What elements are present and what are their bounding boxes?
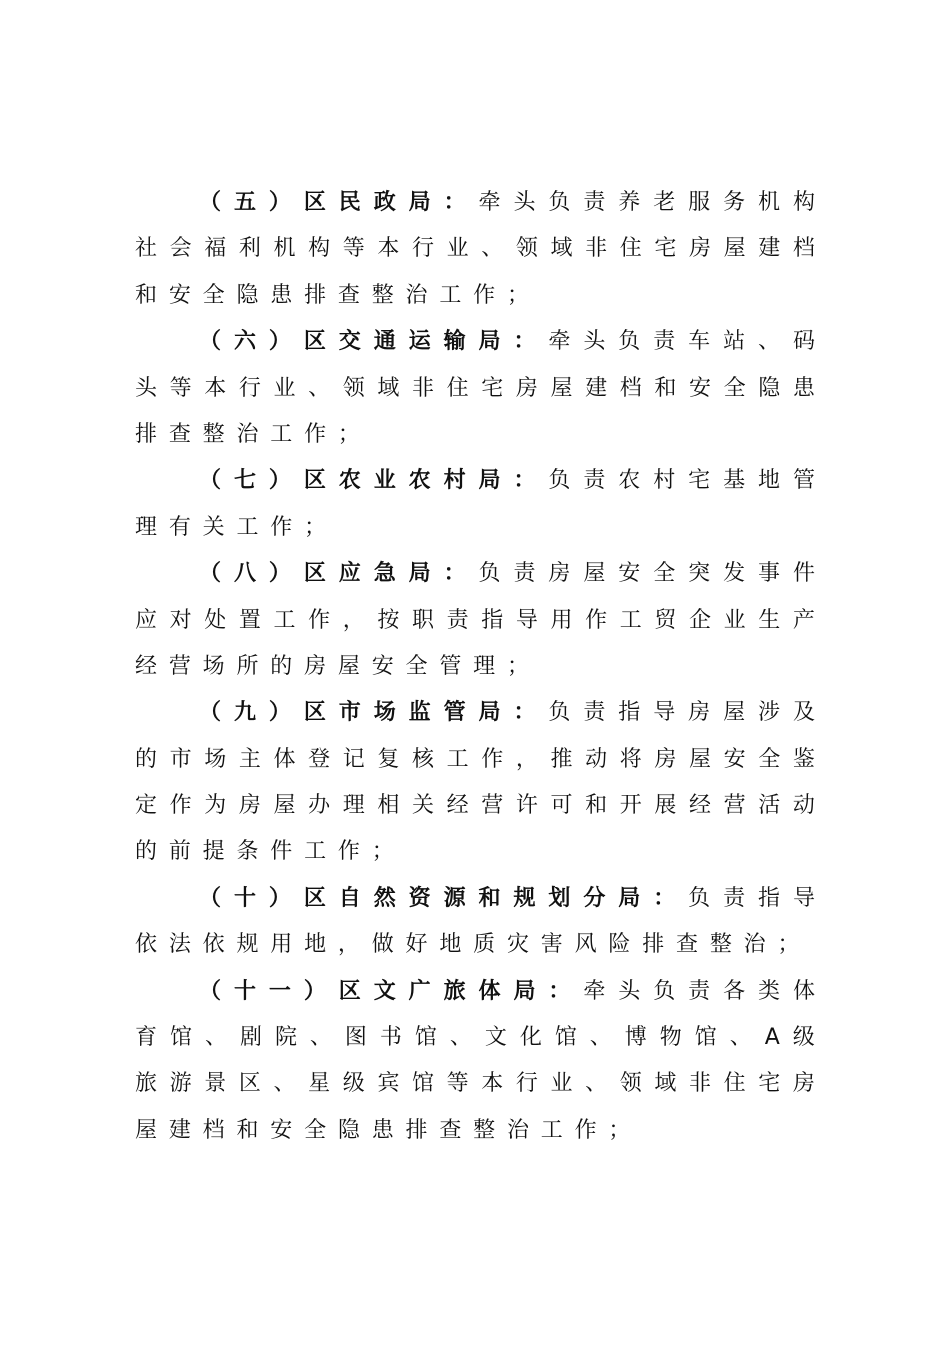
paragraph-line: 社 会 福 利 机 构 等 本 行 业 、 领 域 非 住 宅 房 屋 建 档 — [135, 236, 815, 262]
paragraph-liu — [135, 319, 815, 458]
paragraph-shiyi — [135, 969, 815, 1155]
paragraph-line: 理 有 关 工 作 ； — [135, 514, 338, 540]
paragraph-line: （ 十 一 ） 区 文 广 旅 体 局 ： 牵 头 负 责 各 类 体 — [199, 978, 815, 1004]
paragraph-line: （ 五 ） 区 民 政 局 ： 牵 头 负 责 养 老 服 务 机 构 — [199, 190, 815, 215]
paragraph-line: （ 九 ） 区 市 场 监 管 局 ： 负 责 指 导 房 屋 涉 及 — [199, 700, 815, 726]
paragraph-jiu — [135, 690, 815, 876]
paragraph-line: 排 查 整 治 工 作 ； — [135, 421, 372, 447]
paragraph-line: （ 十 ） 区 自 然 资 源 和 规 划 分 局 ： 负 责 指 导 — [199, 885, 815, 911]
paragraph-line: （ 七 ） 区 农 业 农 村 局 ： 负 责 农 村 宅 基 地 管 — [199, 468, 815, 494]
paragraph-ba — [135, 551, 815, 690]
paragraph-line: 头 等 本 行 业 、 领 域 非 住 宅 房 屋 建 档 和 安 全 隐 患 — [135, 375, 815, 401]
paragraph-qi — [135, 458, 815, 551]
paragraph-wu — [135, 180, 815, 319]
paragraph-line: 育 馆 、 剧 院 、 图 书 馆 、 文 化 馆 、 博 物 馆 、 A 级 — [135, 1025, 815, 1051]
paragraph-line: 应 对 处 置 工 作 ， 按 职 责 指 导 用 作 工 贸 企 业 生 产 — [135, 607, 815, 633]
paragraph-line: 旅 游 景 区 、 星 级 宾 馆 等 本 行 业 、 领 域 非 住 宅 房 — [135, 1071, 815, 1097]
paragraph-shi — [135, 876, 815, 969]
paragraph-line: 经 营 场 所 的 房 屋 安 全 管 理 ； — [135, 653, 541, 679]
paragraph-line: 依 法 依 规 用 地 ， 做 好 地 质 灾 害 风 险 排 查 整 治 ； — [135, 932, 812, 958]
paragraph-line: 的 前 提 条 件 工 作 ； — [135, 839, 406, 865]
paragraph-line: 定 作 为 房 屋 办 理 相 关 经 营 许 可 和 开 展 经 营 活 动 — [135, 793, 815, 819]
document-body — [135, 180, 815, 1154]
paragraph-line: 和 安 全 隐 患 排 查 整 治 工 作 ； — [135, 282, 541, 308]
paragraph-line: （ 八 ） 区 应 急 局 ： 负 责 房 屋 安 全 突 发 事 件 — [199, 561, 815, 587]
paragraph-line: 屋 建 档 和 安 全 隐 患 排 查 整 治 工 作 ； — [135, 1117, 643, 1143]
paragraph-line: 的 市 场 主 体 登 记 复 核 工 作 ， 推 动 将 房 屋 安 全 鉴 — [135, 746, 815, 772]
paragraph-line: （ 六 ） 区 交 通 运 输 局 ： 牵 头 负 责 车 站 、 码 — [199, 329, 815, 355]
